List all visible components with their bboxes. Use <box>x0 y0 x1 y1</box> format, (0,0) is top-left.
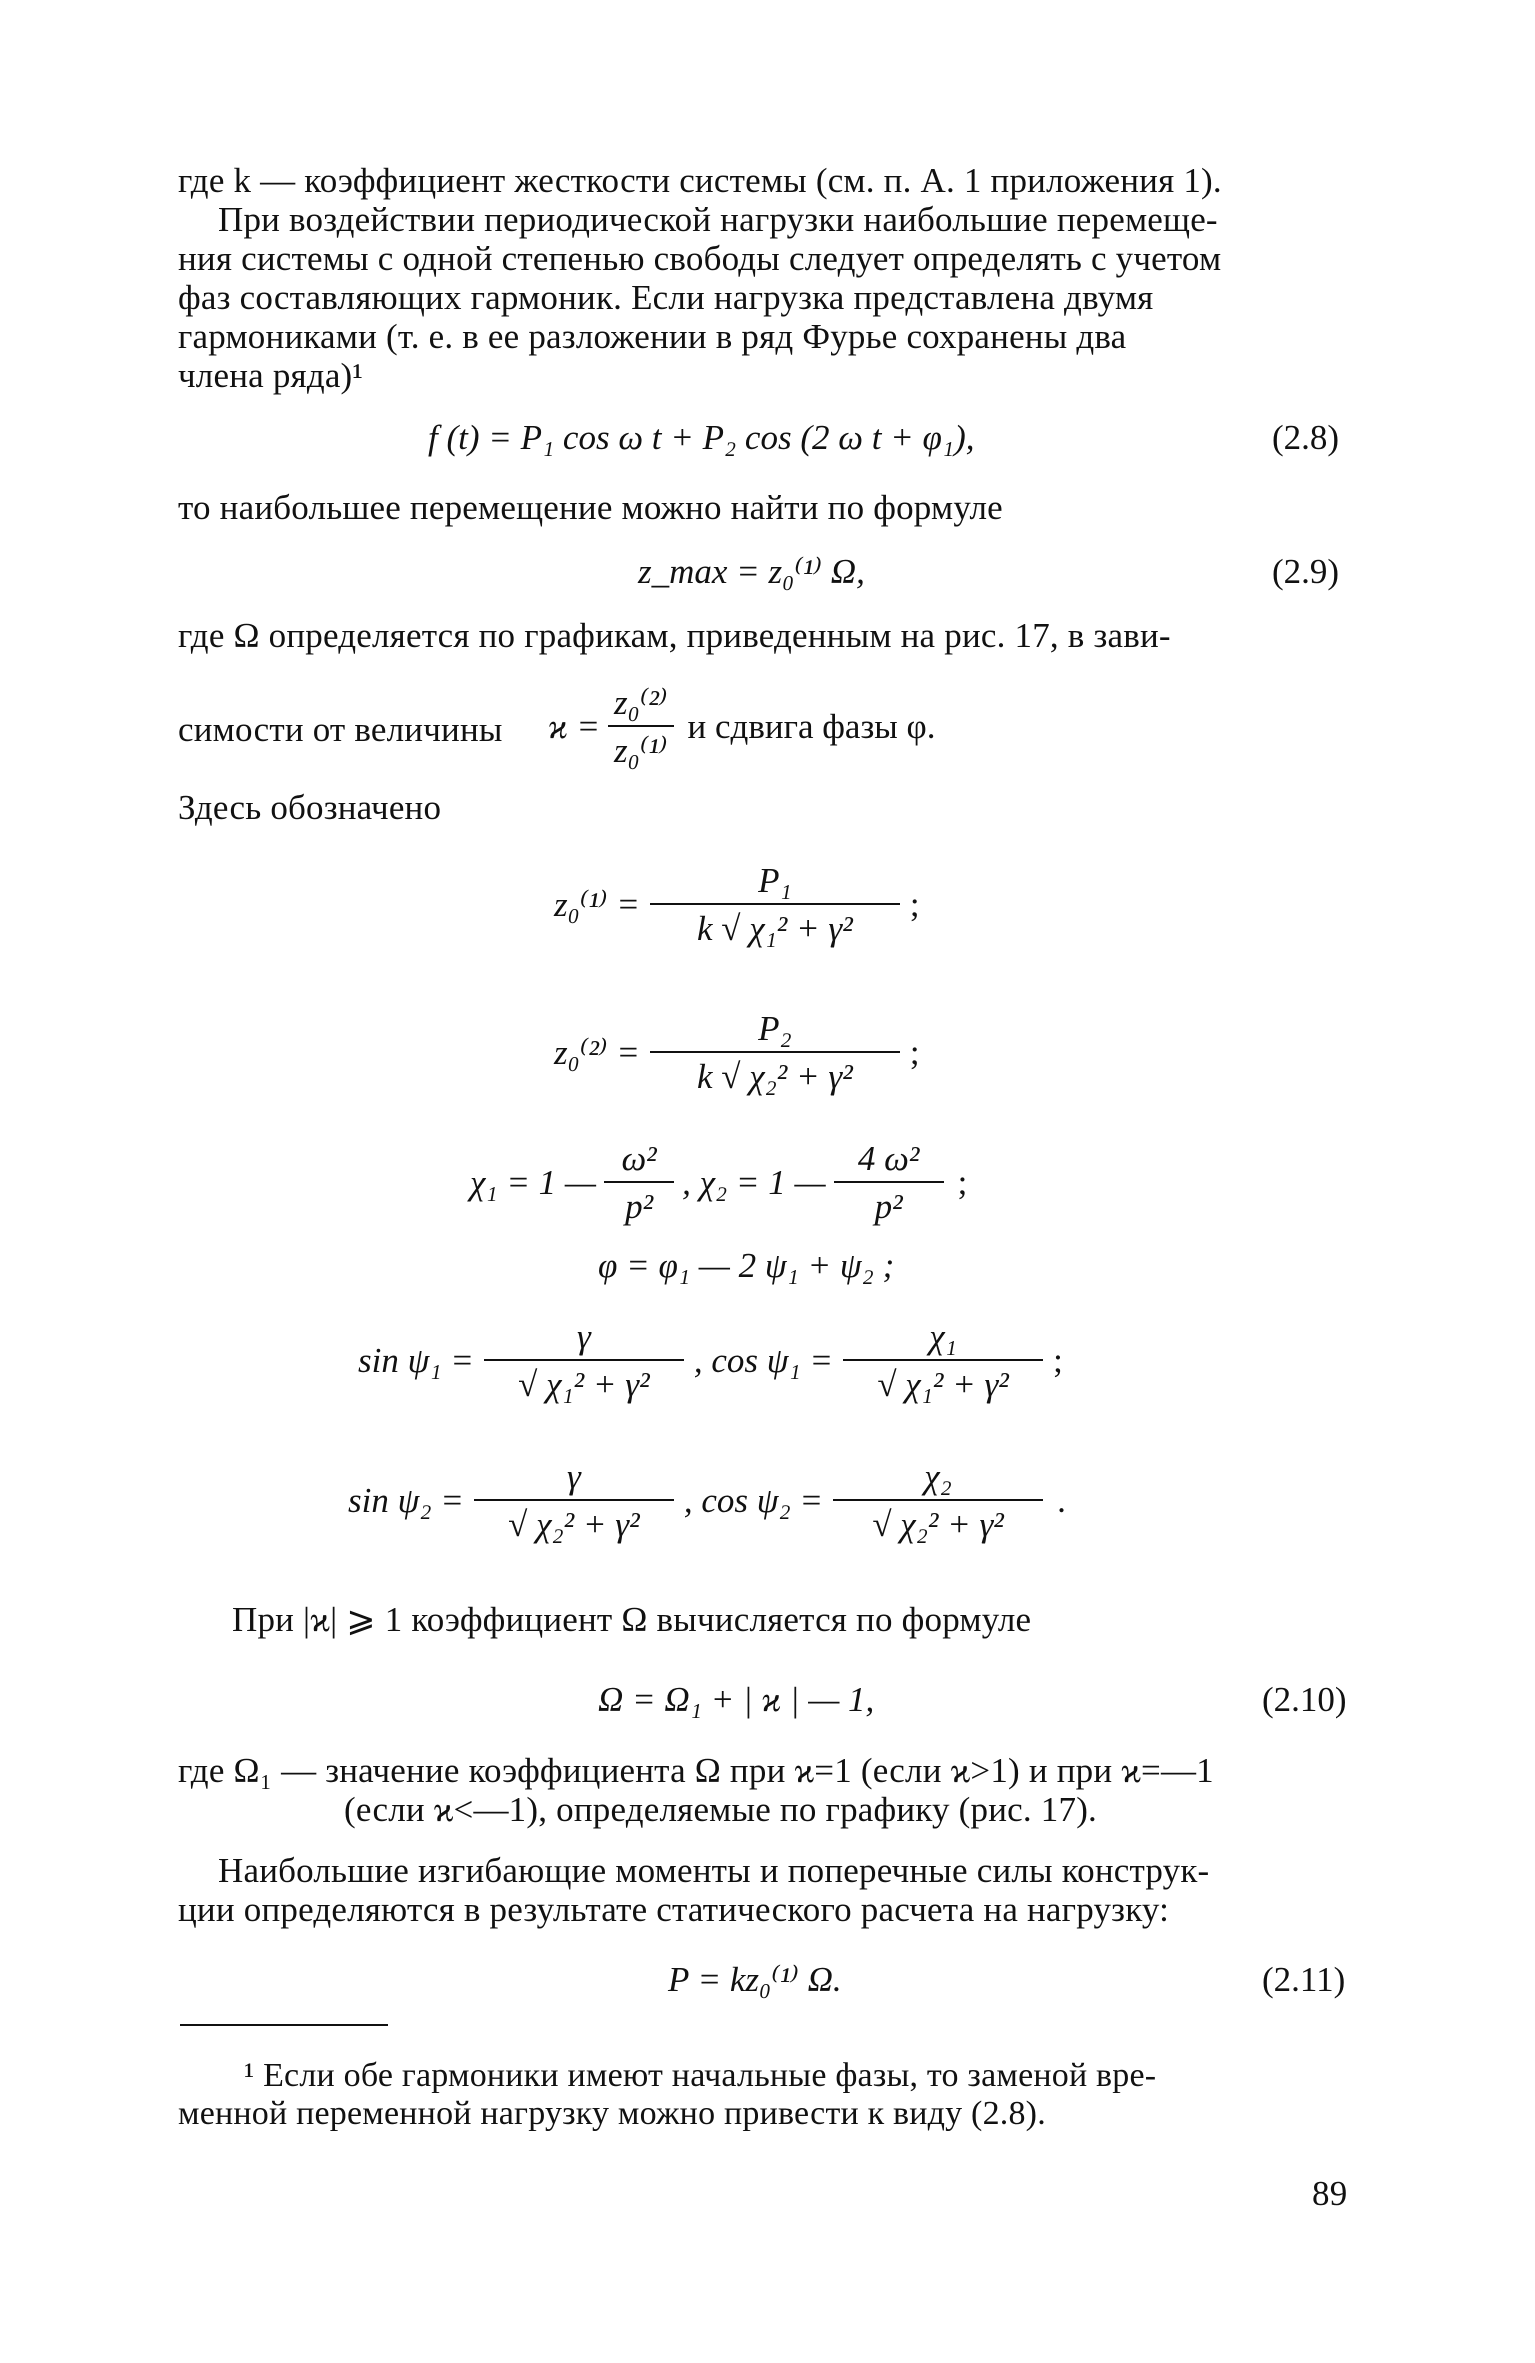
paragraph-line: члена ряда)¹ <box>178 356 364 395</box>
paragraph-line: Наибольшие изгибающие моменты и поперечные силы конструк- <box>218 1851 1210 1890</box>
text-line: где Ω определяется по графикам, приведенным на рис. 17, в зави- <box>178 616 1171 655</box>
paragraph-line: гармониками (т. е. в ее разложении в ряд Фурье сохранены два <box>178 317 1127 356</box>
text-line: симости от величины <box>178 710 503 749</box>
psi1-definitions: sin ψ₁ = $\frac{\gamma}{\text{√ χ₁² + γ²}}$ , cos ψ₁ = $\frac{\text{χ₁}}{\text{√ χ₁² + γ²}}$ ; <box>358 1317 1063 1404</box>
text-line: где Ω₁ — значение коэффициента Ω при ϰ=1 (если ϰ>1) и при ϰ=—1 <box>178 1751 1214 1790</box>
paragraph-line: фаз составляющих гармоник. Если нагрузка представлена двумя <box>178 278 1154 317</box>
paragraph-line: ния системы с одной степенью свободы следует определять с учетом <box>178 239 1222 278</box>
kappa-definition: ϰ = $\frac{\text{z₀⁽²⁾}}{\text{z₀⁽¹⁾}}$ и сдвига фазы φ. <box>548 683 936 770</box>
equation-number: (2.9) <box>1272 552 1340 591</box>
text-line: где k — коэффициент жесткости системы (см. п. А. 1 приложения 1). <box>178 161 1222 200</box>
z01-definition: z₀⁽¹⁾ = $\frac{\text{P₁}}{\text{k √ χ₁² + γ²}}$ ; <box>554 861 920 948</box>
chi-definitions: χ₁ = 1 — $\frac{\text{ω²}}{\text{p²}}$ , χ₂ = 1 — $\frac{\text{4 ω²}}{\text{p²}}$ ; <box>470 1139 968 1226</box>
equation-2-10: Ω = Ω₁ + | ϰ | — 1, <box>598 1680 875 1719</box>
text-line: (если ϰ<—1), определяемые по графику (рис. 17). <box>344 1790 1097 1829</box>
equation-number: (2.8) <box>1272 418 1340 457</box>
paragraph-line: При воздействии периодической нагрузки наибольшие перемеще- <box>218 200 1218 239</box>
footnote-separator <box>180 2024 388 2026</box>
text-line: При |ϰ| ⩾ 1 коэффициент Ω вычисляется по формуле <box>232 1600 1032 1639</box>
paragraph-line: ции определяются в результате статического расчета на нагрузку: <box>178 1890 1170 1929</box>
page-number: 89 <box>1312 2174 1348 2213</box>
footnote-line: ¹ Если обе гармоники имеют начальные фазы, то заменой вре- <box>244 2057 1157 2094</box>
equation-number: (2.11) <box>1262 1960 1346 1999</box>
equation-2-8: f (t) = P₁ cos ω t + P₂ cos (2 ω t + φ₁), <box>428 418 975 457</box>
equation-2-11: P = kz₀⁽¹⁾ Ω. <box>668 1960 842 1999</box>
phi-definition: φ = φ₁ — 2 ψ₁ + ψ₂ ; <box>598 1246 895 1285</box>
text-line: Здесь обозначено <box>178 788 442 827</box>
equation-2-9: z_max = z₀⁽¹⁾ Ω, <box>638 552 865 591</box>
footnote-line: менной переменной нагрузку можно привести к виду (2.8). <box>178 2095 1046 2132</box>
psi2-definitions: sin ψ₂ = $\frac{\gamma}{\text{√ χ₂² + γ²}}$ , cos ψ₂ = $\frac{\text{χ₂}}{\text{√ χ₂² + γ²}}$ . <box>348 1457 1066 1544</box>
text-line: то наибольшее перемещение можно найти по формуле <box>178 488 1003 527</box>
z02-definition: z₀⁽²⁾ = $\frac{\text{P₂}}{\text{k √ χ₂² + γ²}}$ ; <box>554 1009 920 1096</box>
equation-number: (2.10) <box>1262 1680 1347 1719</box>
